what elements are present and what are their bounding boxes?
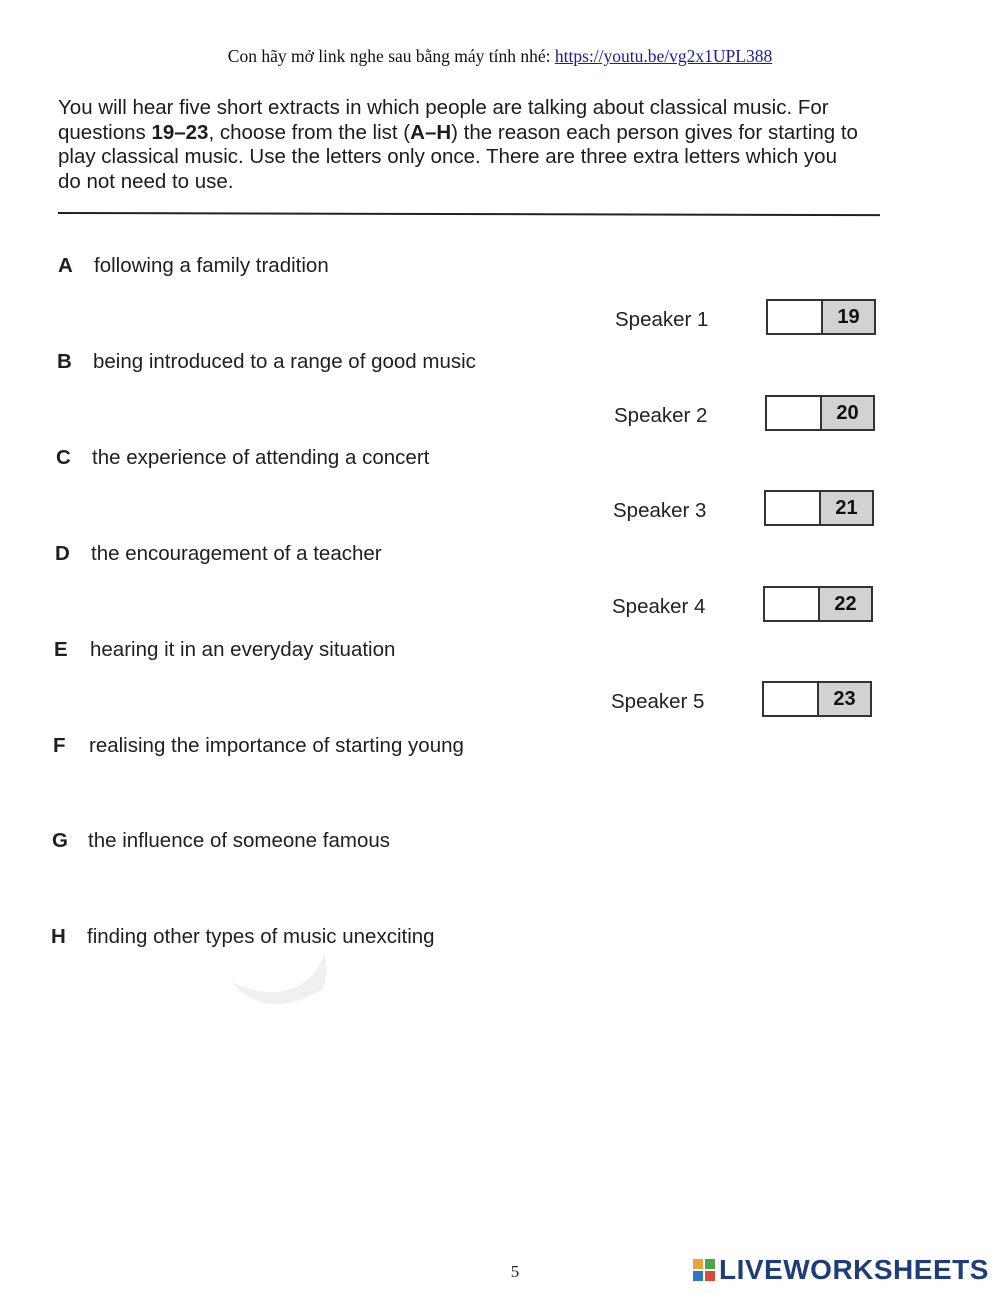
question-number: 19 <box>823 301 874 333</box>
header-text: Con hãy mở link nghe sau bằng máy tính nhé: <box>227 46 551 66</box>
question-number: 21 <box>821 492 872 524</box>
speaker-2-answer-box <box>765 395 875 431</box>
speaker-2-label: Speaker 2 <box>614 404 708 427</box>
watermark-graphic <box>224 930 334 1010</box>
question-number: 22 <box>820 588 871 620</box>
speaker-2-answer-input[interactable] <box>767 397 822 429</box>
audio-link[interactable]: https://youtu.be/vg2x1UPL388 <box>554 46 773 66</box>
divider-line <box>58 212 880 216</box>
questions-range: 19–23 <box>151 120 209 144</box>
speaker-4-answer-input[interactable] <box>765 588 820 620</box>
page-header <box>0 46 1000 67</box>
speaker-1-answer-box <box>766 299 876 335</box>
speaker-1-answer-input[interactable] <box>768 301 823 333</box>
speaker-3-answer-input[interactable] <box>766 492 821 524</box>
question-number: 23 <box>819 683 870 715</box>
liveworksheets-logo <box>693 1254 989 1286</box>
speaker-5-answer-box <box>762 681 872 717</box>
logo-text: LIVEWORKSHEETS <box>719 1254 989 1285</box>
task-instructions: You will hear five short extracts in which people are talking about classical music. For questions 19–23, choose from the list (A–H) the reason each person gives for starting to play classical music. Use the letters only once. There are three extra letters which you do not need to use. <box>58 96 858 193</box>
speaker-4-label: Speaker 4 <box>612 595 706 618</box>
speaker-3-label: Speaker 3 <box>613 499 707 522</box>
letters-range: A–H <box>410 120 452 144</box>
liveworksheets-logo-icon <box>693 1259 715 1281</box>
speaker-5-label: Speaker 5 <box>611 690 705 713</box>
page-number: 5 <box>510 1262 520 1281</box>
question-number: 20 <box>822 397 873 429</box>
speaker-5-answer-input[interactable] <box>764 683 819 715</box>
speaker-1-label: Speaker 1 <box>615 308 709 331</box>
speaker-4-answer-box <box>763 586 873 622</box>
speaker-3-answer-box <box>764 490 874 526</box>
